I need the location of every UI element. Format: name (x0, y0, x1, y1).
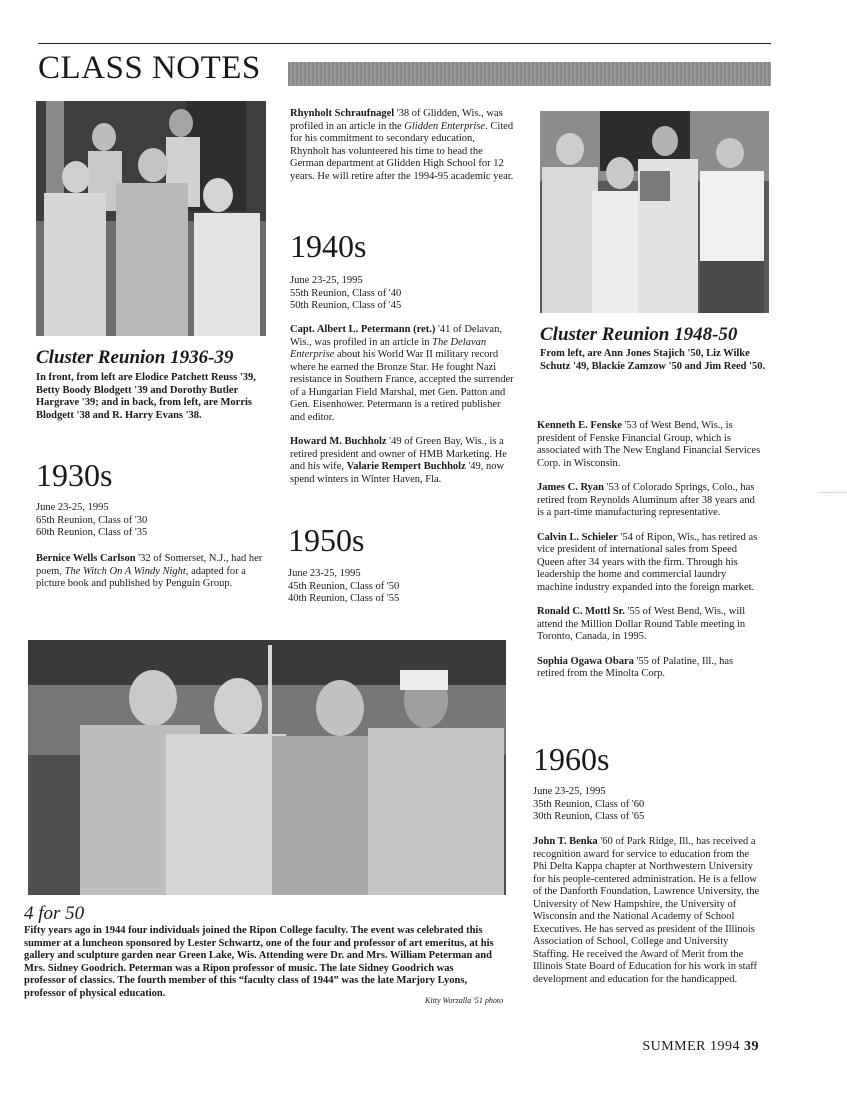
reunion-date: June 23-25, 1995 (533, 786, 606, 797)
alumni-name: James C. Ryan (537, 482, 605, 493)
reunion-info-1950s (288, 568, 513, 606)
class-note: Rhynholt Schraufnagel '38 of Glidden, Wis., was profiled in an article in the Glidden Enterprise. Cited for his commitment to secondary education, Rhynholt has volunteered his time to head the German department at Glidden High School for 12 years. He will retire after the 1994-95 academic year. (290, 108, 514, 182)
class-note: Sophia Ogawa Obara '55 of Palatine, Ill., has retired from the Minolta Corp. (537, 655, 734, 679)
class-note: Calvin L. Schieler '54 of Ripon, Wis., has retired as vice president of international sales from Speed Queen after 34 years with the firm. Through his leadership the home and commercial laundry machine industry expanded into the foreign market. (537, 531, 758, 593)
class-note: James C. Ryan '53 of Colorado Springs, Colo., has retired from Reynolds Aluminum after 38 years and is a part-time manufacturing representative. (537, 482, 755, 518)
reunion-line: 35th Reunion, Class of '60 (533, 798, 645, 810)
class-note: Bernice Wells Carlson '32 of Somerset, N.J., had her poem, The Witch On A Windy Night, adapted for a picture book and published by Penguin Group. (36, 553, 263, 589)
alumni-name: Rhynholt Schraufnagel (290, 108, 395, 119)
caption-body-1936-39: In front, from left are Elodice Patchett Reuss '39, Betty Boody Blodgett '39 and Dorothy Butler Hargrave '39; and in back, from left, are Morris Blodgett '38 and R. Harry Evans '38. (36, 372, 256, 421)
photo-cluster-1948-50 (540, 111, 769, 313)
page-number: 39 (744, 1039, 759, 1054)
caption-body-1948-50: From left, are Ann Jones Stajich '50, Liz Wilke Schutz '49, Blackie Zamzow '50 and Jim Reed '50. (540, 348, 766, 372)
reunion-date: June 23-25, 1995 (290, 275, 363, 286)
photo-credit: Kitty Worzalla '51 photo (425, 996, 504, 1005)
class-note: Ronald C. Mottl Sr. '55 of West Bend, Wis., will attend the Million Dollar Round Table meeting in Toronto, Canada, in 1995. (537, 606, 746, 642)
reunion-line: 50th Reunion, Class of '45 (290, 300, 402, 311)
alumni-name: Capt. Albert L. Petermann (ret.) (290, 324, 436, 335)
alumni-name: Howard M. Buchholz (290, 436, 387, 447)
publication-title: The Delavan Enterprise (290, 336, 487, 360)
header-rule (38, 43, 771, 44)
class-note: Kenneth E. Fenske '53 of West Bend, Wis., is president of Fenske Financial Group, which is associated with The New England Financial Services Corp. in Wisconsin. (537, 420, 761, 469)
reunion-line: 65th Reunion, Class of '30 (36, 514, 148, 526)
heading-1940s: 1940s (290, 228, 367, 264)
heading-1930s: 1930s (36, 457, 113, 493)
alumni-name: Kenneth E. Fenske (537, 420, 622, 431)
issue-label: SUMMER 1994 (642, 1039, 740, 1054)
class-note: John T. Benka '60 of Park Ridge, Ill., has received a recognition award for service to education from the Phi Delta Kappa chapter at Northwestern University for his people-centered administration. He is a fellow of the Danforth Foundation, Lawrence University, the University of New Hampshire, the University of Wisconsin and the National Academy of School Executives. He has served as president of the Illinois Association of School, College and University Staffing. He received the Award of Merit from the Illinois State Board of Education for his work in staff development and education for the handicapped. (533, 836, 760, 985)
alumni-name: Ronald C. Mottl Sr. (537, 606, 625, 617)
reunion-line: 45th Reunion, Class of '50 (288, 580, 400, 592)
reunion-line: 55th Reunion, Class of '40 (290, 287, 402, 299)
reunion-line: 40th Reunion, Class of '55 (288, 593, 400, 604)
class-note: Howard M. Buchholz '49 of Green Bay, Wis., is a retired president and owner of HMB Marketing. He and his wife, Valarie Rempert Buchholz '49, now spend winters in Winter Haven, Fla. (290, 436, 507, 485)
alumni-name: Sophia Ogawa Obara (537, 655, 634, 667)
page-title: CLASS NOTES (38, 50, 261, 86)
alumni-name: Bernice Wells Carlson (36, 553, 136, 564)
photo-4-for-50 (28, 640, 506, 895)
notes-1940s (290, 324, 515, 498)
page-footer (642, 1039, 759, 1055)
header-bar (288, 62, 771, 86)
reunion-date: June 23-25, 1995 (36, 502, 109, 513)
class-note: Capt. Albert L. Petermann (ret.) '41 of Delavan, Wis., was profiled in an article in The Delavan Enterprise about his World War II military record where he earned the Bronze Star. He fought Nazi resistance in Southern France, accepted the surrender of a Hungarian Field Marshal, met Gen. Patton and Gen. Eisenhower. Petermann is a retired publisher and editor. (290, 324, 514, 423)
alumni-name: John T. Benka (533, 836, 598, 847)
heading-1950s: 1950s (288, 522, 365, 558)
publication-title: The Witch On A Windy Night (64, 565, 186, 577)
reunion-line: 60th Reunion, Class of '35 (36, 527, 148, 538)
heading-1960s: 1960s (533, 741, 610, 777)
reunion-info-1930s (36, 502, 266, 540)
alumni-name: Valarie Rempert Buchholz (346, 461, 466, 472)
photo-cluster-1936-39 (36, 101, 266, 336)
caption-title-1936-39: Cluster Reunion 1936-39 (36, 347, 234, 368)
reunion-info-1960s (533, 786, 758, 824)
alumni-name: Calvin L. Schieler (537, 531, 618, 543)
caption-title-1948-50: Cluster Reunion 1948-50 (540, 324, 738, 345)
notes-1950s (537, 420, 762, 693)
reunion-date: June 23-25, 1995 (288, 568, 361, 579)
caption-title-4-for-50: 4 for 50 (24, 903, 85, 924)
scan-edge-mark (818, 492, 847, 493)
publication-title: Glidden Enterprise (404, 120, 486, 132)
caption-body-4-for-50: Fifty years ago in 1944 four individuals joined the Ripon College faculty. The event was celebrated this summer at a luncheon sponsored by Lester Schwartz, one of the four and professor of art emeritus, at his gallery and sculpture garden near Green Lake, Wis. Attending were Dr. and Mrs. William Peterman and Mrs. Sidney Goodrich. Peterman was a Ripon professor of music. The late Sidney Goodrich was professor of classics. The fourth member of this “faculty class of 1944” was the late Marjory Lyons, professor of physical education. (24, 925, 494, 999)
reunion-line: 30th Reunion, Class of '65 (533, 811, 645, 822)
reunion-info-1940s (290, 275, 515, 313)
